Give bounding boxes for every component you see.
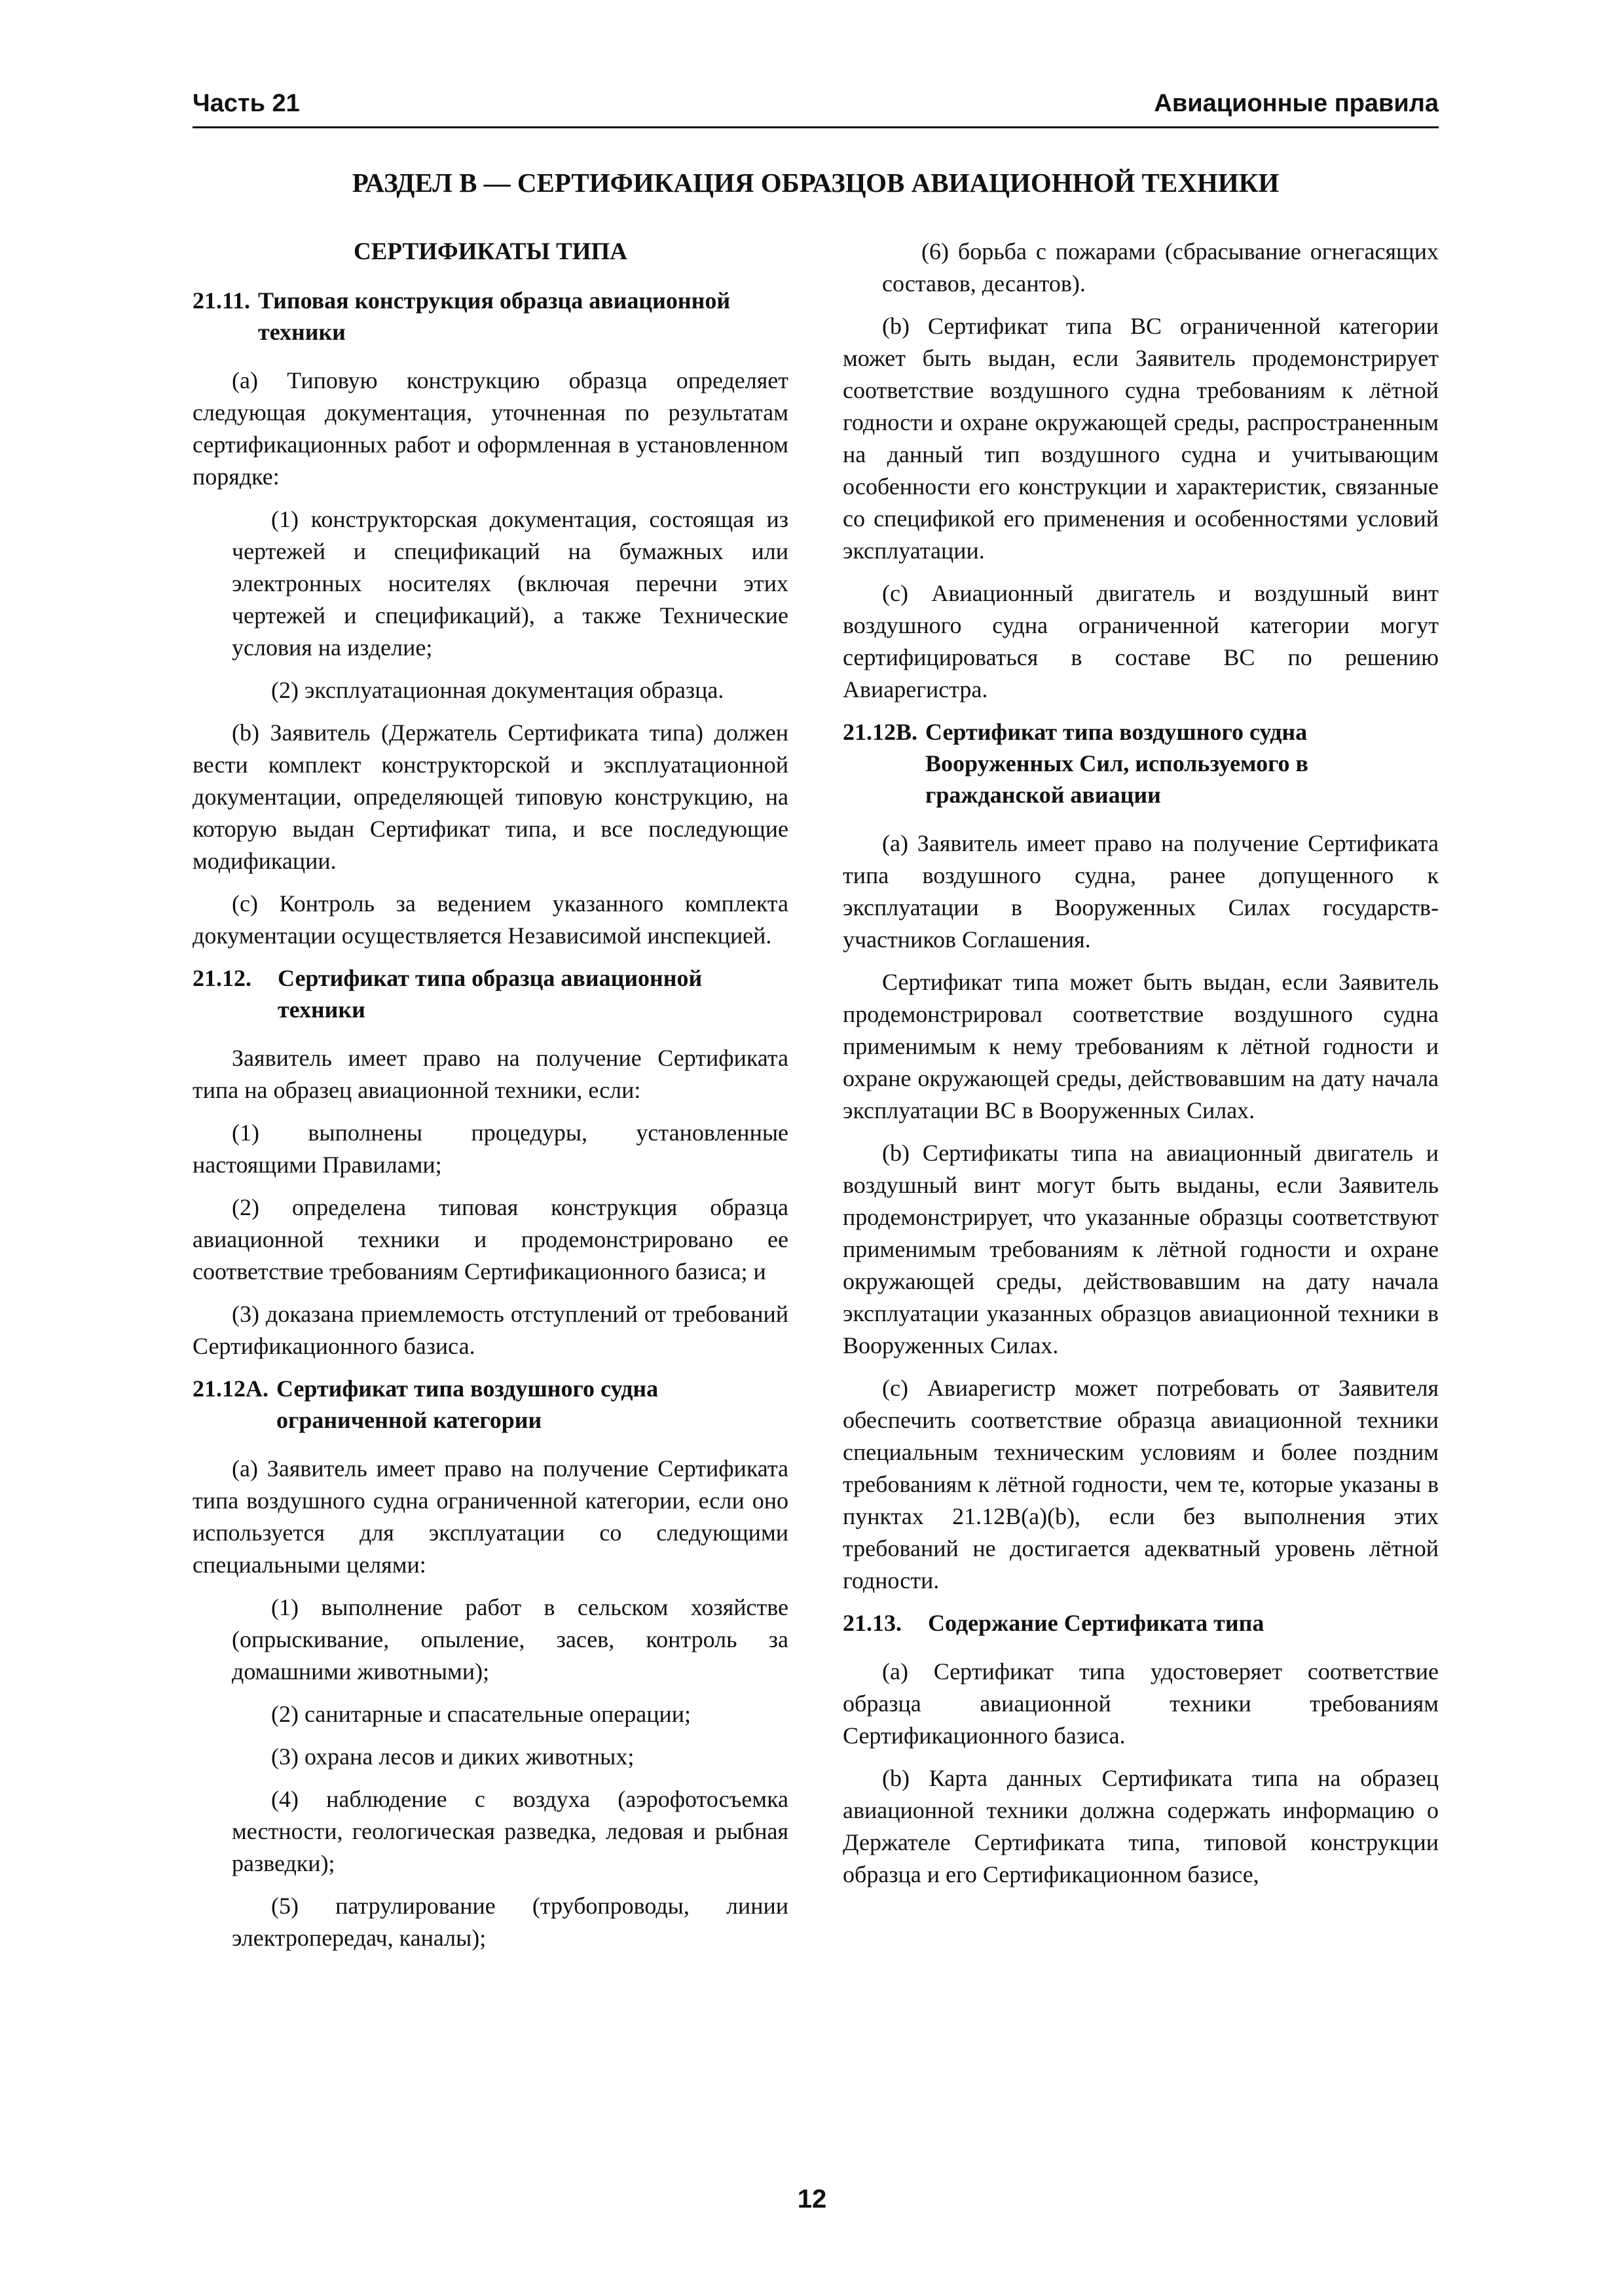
- list-item: (2) санитарные и спасательные операции;: [271, 1701, 691, 1727]
- list-item: (2) эксплуатационная документация образца.: [271, 677, 724, 703]
- article-title: Сертификат типа образца авиационной техники: [278, 965, 703, 1023]
- right-column: [843, 236, 1439, 1901]
- list-item: (1) конструкторская документация, состоящая из чертежей и спецификаций на бумажных или электронных носителях (включая перечни этих чертежей и спецификаций), а также Технические условия на изделие;: [232, 506, 788, 661]
- paragraph: (c) Контроль за ведением указанного комплекта документации осуществляется Независимой инспекцией.: [193, 890, 788, 949]
- article-title: Типовая конструкция образца авиационной техники: [258, 287, 731, 345]
- article-heading-21-12: [193, 962, 788, 1025]
- paragraph: (2) определена типовая конструкция образца авиационной техники и продемонстрировано ее соответствие требованиям Сертификационного базиса; и: [193, 1194, 788, 1285]
- article-number: 21.13.: [843, 1610, 902, 1636]
- paragraph: (b) Карта данных Сертификата типа на образец авиационной техники должна содержать информацию о Держателе Сертификата типа, типовой конструкции образца и его Сертификационном базисе,: [843, 1765, 1439, 1887]
- article-heading-21-13: [843, 1607, 1439, 1639]
- article-heading-21-12b: [843, 716, 1439, 811]
- page-number: 12: [797, 2185, 827, 2214]
- article-number: 21.12В.: [843, 719, 918, 745]
- paragraph: (3) доказана приемлемость отступлений от требований Сертификационного базиса.: [193, 1301, 788, 1359]
- paragraph: Сертификат типа может быть выдан, если Заявитель продемонстрировал соответствие воздушного судна применимым к нему требованиям к лётной годности и охране окружающей среды, действовавшим на дату начала эксплуатации ВС в Вооруженных Силах.: [843, 969, 1439, 1123]
- list-item: (3) охрана лесов и диких животных;: [271, 1743, 635, 1770]
- paragraph: (a) Сертификат типа удостоверяет соответствие образца авиационной техники требованиям Сертификационного базиса.: [843, 1658, 1439, 1749]
- paragraph: (b) Заявитель (Держатель Сертификата типа) должен вести комплект конструкторской и эксплуатационной документации, определяющей типовую конструкцию, на которую выдан Сертификат типа, и все последующие модификации.: [193, 720, 788, 874]
- list-item: (5) патрулирование (трубопроводы, линии электропередач, каналы);: [232, 1893, 788, 1951]
- article-number: 21.12.: [193, 965, 251, 991]
- paragraph: (c) Авиационный двигатель и воздушный винт воздушного судна ограниченной категории могут сертифицироваться в составе ВС по решению Авиарегистра.: [843, 580, 1439, 702]
- paragraph: Заявитель имеет право на получение Сертификата типа на образец авиационной техники, если:: [193, 1045, 788, 1103]
- article-title: Содержание Сертификата типа: [928, 1610, 1264, 1636]
- list-item: (1) выполнение работ в сельском хозяйстве (опрыскивание, опыление, засев, контроль за домашними животными);: [232, 1594, 788, 1685]
- article-heading-21-12a: [193, 1373, 788, 1436]
- paragraph: (b) Сертификаты типа на авиационный двигатель и воздушный винт могут быть выданы, если Заявитель продемонстрирует, что указанные образцы соответствуют применимым требованиям к лётной годности и охране окружающей среды, действовавшим на дату начала эксплуатации указанных образцов авиационной техники в Вооруженных Силах.: [843, 1140, 1439, 1358]
- paragraph: (c) Авиарегистр может потребовать от Заявителя обеспечить соответствие образца авиационной техники специальным техническим условиям и более поздним требованиям к лётной годности, чем те, которые указаны в пунктах 21.12В(a)(b), если без выполнения этих требований не достигается адекватный уровень лётной годности.: [843, 1375, 1439, 1594]
- list-item: (4) наблюдение с воздуха (аэрофотосъемка местности, геологическая разведка, ледовая и рыбная разведки);: [232, 1786, 788, 1876]
- section-title: РАЗДЕЛ В — СЕРТИФИКАЦИЯ ОБРАЗЦОВ АВИАЦИОННОЙ ТЕХНИКИ: [352, 168, 1280, 198]
- article-number: 21.12А.: [193, 1376, 268, 1402]
- article-heading-21-11: [193, 285, 788, 348]
- paragraph: (a) Заявитель имеет право на получение Сертификата типа воздушного судна ограниченной категории, если оно используется для эксплуатации со следующими специальными целями:: [193, 1455, 788, 1578]
- paragraph: (a) Заявитель имеет право на получение Сертификата типа воздушного судна, ранее допущенного к эксплуатации в Вооруженных Силах государств-участников Соглашения.: [843, 830, 1439, 953]
- paragraph: (a) Типовую конструкцию образца определяет следующая документация, уточненная по результатам сертификационных работ и оформленная в установленном порядке:: [193, 367, 788, 490]
- article-title: Сертификат типа воздушного судна ограниченной категории: [276, 1376, 659, 1433]
- left-column: [193, 236, 788, 1965]
- header-title: Авиационные правила: [1154, 90, 1439, 117]
- list-item: (6) борьба с пожарами (сбрасывание огнегасящих составов, десантов).: [882, 238, 1439, 297]
- running-header: [193, 90, 1439, 128]
- subsection-heading: СЕРТИФИКАТЫ ТИПА: [354, 238, 627, 265]
- article-title: Сертификат типа воздушного судна Вооруженных Сил, используемого в гражданской авиации: [925, 719, 1308, 808]
- header-part: Часть 21: [193, 90, 300, 117]
- paragraph: (b) Сертификат типа ВС ограниченной категории может быть выдан, если Заявитель продемонстрирует соответствие воздушного судна требованиям к лётной годности и охране окружающей среды, распространенным на данный тип воздушного судна и учитывающим особенности его конструкции и характеристик, связанные со спецификой его применения и особенностями условий эксплуатации.: [843, 313, 1439, 564]
- article-number: 21.11.: [193, 287, 251, 314]
- paragraph: (1) выполнены процедуры, установленные настоящими Правилами;: [193, 1120, 788, 1178]
